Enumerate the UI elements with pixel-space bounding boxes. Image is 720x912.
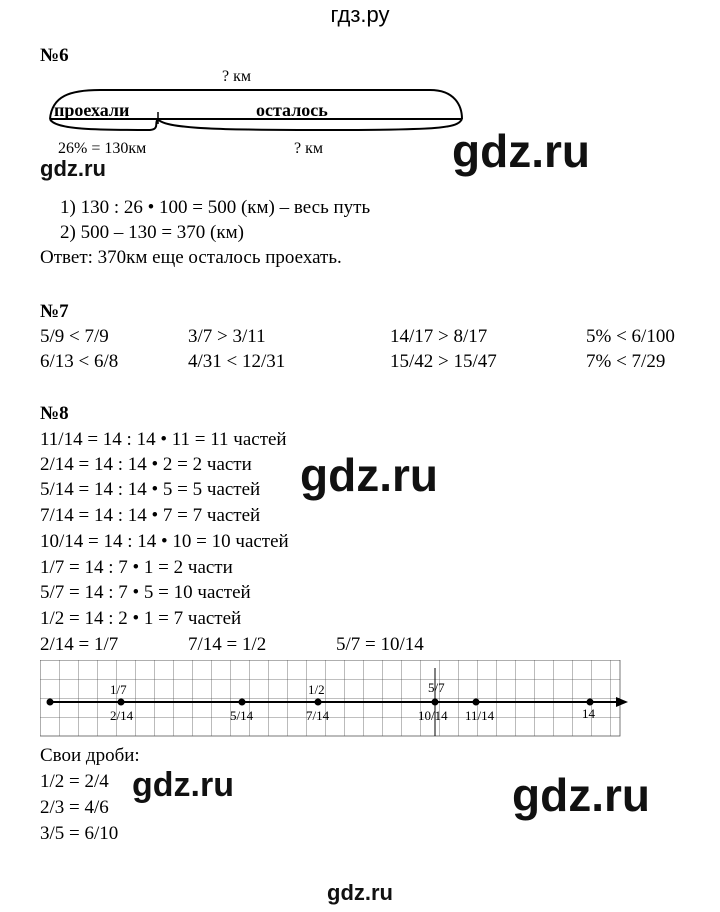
segment-right-label: осталось xyxy=(256,100,328,120)
point-2-14 xyxy=(118,699,125,706)
label-above: 1/2 xyxy=(308,682,325,697)
diagram-top-label: ? км xyxy=(222,68,251,85)
label-below: 2/14 xyxy=(110,708,134,723)
comparison: 6/13 < 6/8 xyxy=(40,351,119,372)
calc-line: 5/14 = 14 : 14 • 5 = 5 частей xyxy=(40,479,261,500)
problem-6-number: №6 xyxy=(40,45,69,66)
calc-line: 11/14 = 14 : 14 • 11 = 11 частей xyxy=(40,429,287,450)
watermark: gdz.ru xyxy=(512,769,650,821)
comparison: 15/42 > 15/47 xyxy=(390,351,497,372)
calc-line: 1/2 = 14 : 2 • 1 = 7 частей xyxy=(40,608,242,629)
label-below: 11/14 xyxy=(465,708,495,723)
point-zero xyxy=(47,699,54,706)
segment-left-label: проехали xyxy=(54,100,130,120)
label-below: 14 xyxy=(582,706,595,721)
own-fraction: 2/3 = 4/6 xyxy=(40,797,109,818)
number-line-figure xyxy=(40,660,640,740)
point-5-14 xyxy=(239,699,246,706)
arrow-head xyxy=(616,697,628,707)
calc-line: 1/7 = 14 : 7 • 1 = 2 части xyxy=(40,557,233,578)
comparison: 3/7 > 3/11 xyxy=(188,326,266,347)
point-11-14 xyxy=(473,699,480,706)
problem-7-number: №7 xyxy=(40,301,69,322)
watermark: gdz.ru xyxy=(300,449,438,501)
watermark: gdz.ru xyxy=(40,156,106,181)
left-note: 26% = 130км xyxy=(58,140,147,157)
own-fraction: 3/5 = 6/10 xyxy=(40,823,119,844)
right-note: ? км xyxy=(294,140,323,157)
equality: 7/14 = 1/2 xyxy=(188,634,267,655)
own-fractions-title: Свои дроби: xyxy=(40,745,140,766)
watermark: gdz.ru xyxy=(452,125,590,177)
calc-line: 5/7 = 14 : 7 • 5 = 10 частей xyxy=(40,582,251,603)
own-fraction: 1/2 = 2/4 xyxy=(40,771,109,792)
calc-line: 2/14 = 14 : 14 • 2 = 2 части xyxy=(40,454,252,475)
comparison: 5% < 6/100 xyxy=(586,326,675,347)
comparison: 5/9 < 7/9 xyxy=(40,326,109,347)
label-below: 5/14 xyxy=(230,708,254,723)
comparison: 7% < 7/29 xyxy=(586,351,666,372)
footer-watermark: gdz.ru xyxy=(327,880,393,905)
label-below: 7/14 xyxy=(306,708,330,723)
label-above: 1/7 xyxy=(110,682,127,697)
step-line: 2) 500 – 130 = 370 (км) xyxy=(60,222,244,243)
equality: 2/14 = 1/7 xyxy=(40,634,119,655)
answer-text: Ответ: 370км еще осталось проехать. xyxy=(40,247,342,268)
point-7-14 xyxy=(315,699,322,706)
equality: 5/7 = 10/14 xyxy=(336,634,424,655)
step-line: 1) 130 : 26 • 100 = 500 (км) – весь путь xyxy=(60,197,371,218)
site-header: гдз.ру xyxy=(330,2,390,27)
grid-paper xyxy=(40,660,620,736)
watermark: gdz.ru xyxy=(132,766,234,804)
label-below: 10/14 xyxy=(418,708,448,723)
label-above: 5/7 xyxy=(428,680,445,695)
calc-line: 10/14 = 14 : 14 • 10 = 10 частей xyxy=(40,531,289,552)
problem-8-number: №8 xyxy=(40,403,69,424)
calc-line: 7/14 = 14 : 14 • 7 = 7 частей xyxy=(40,505,261,526)
comparison: 14/17 > 8/17 xyxy=(390,326,488,347)
comparison: 4/31 < 12/31 xyxy=(188,351,286,372)
point-14 xyxy=(587,699,594,706)
